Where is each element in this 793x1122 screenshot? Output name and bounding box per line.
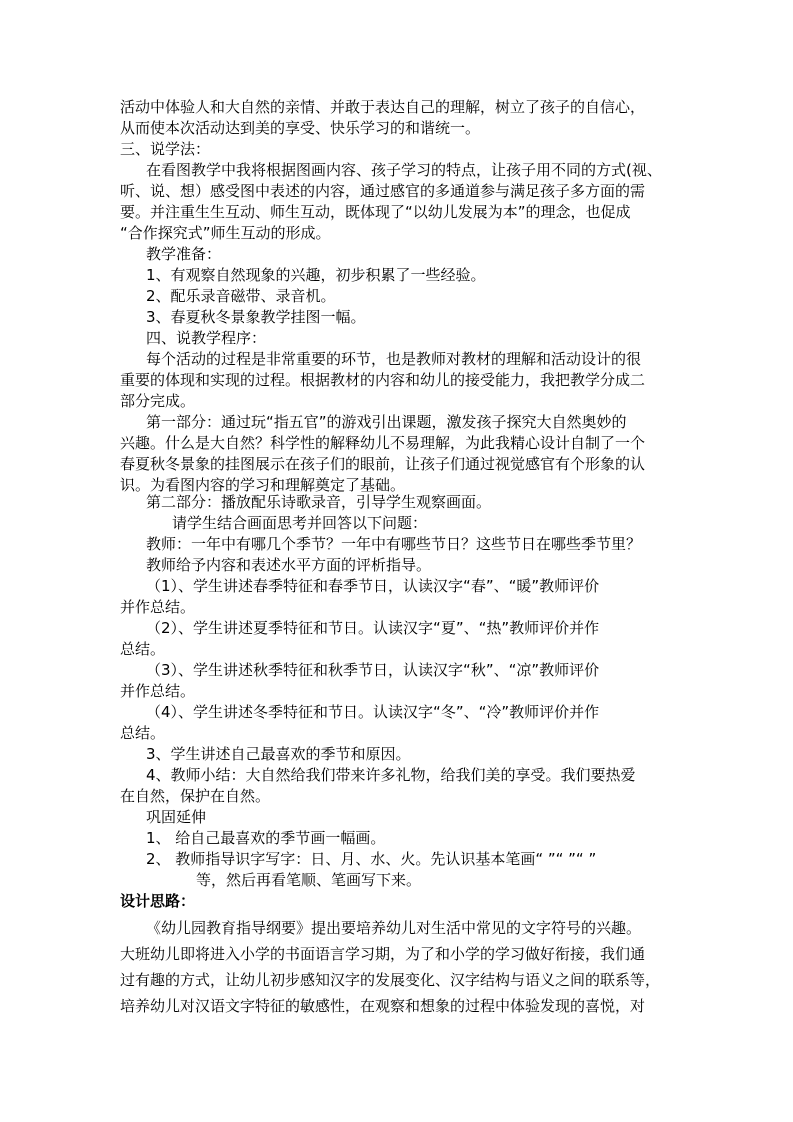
text-line: 部分完成。 <box>120 392 196 410</box>
list-item: 3、学生讲述自己最喜欢的季节和原因。 <box>146 745 411 763</box>
design-heading: 设计思路： <box>120 892 196 910</box>
text-line: 识。为看图内容的学习和理解奠定了基础。 <box>120 476 406 494</box>
list-item: 3、春夏秋冬景象教学挂图一幅。 <box>146 308 366 326</box>
text-line: 大班幼儿即将进入小学的书面语言学习期，为了和小学的学习做好衔接，我们通 <box>120 945 646 963</box>
list-item: （1）、学生讲述春季特征和春季节日，认读汉字“春”、“暖”教师评价 <box>146 577 600 595</box>
text-line: 春夏秋冬景象的挂图展示在孩子们的眼前，让孩子们通过视觉感官有个形象的认 <box>120 455 646 473</box>
list-item: （2）、学生讲述夏季特征和节日。认读汉字“夏”、“热”教师评价并作 <box>146 619 600 637</box>
text-line: 过有趣的方式，让幼儿初步感知汉字的发展变化、汉字结构与语义之间的联系等， <box>120 971 661 989</box>
text-line: 重要的体现和实现的过程。根据教材的内容和幼儿的接受能力，我把教学分成二 <box>120 371 646 389</box>
text-line: 听、说、想）感受图中表述的内容，通过感官的多通道参与满足孩子多方面的需 <box>120 182 646 200</box>
subheading: 巩固延伸 <box>146 808 207 826</box>
text-line: 并作总结。 <box>120 598 196 616</box>
subheading: 教学准备： <box>146 245 222 263</box>
text-line: 兴趣。什么是大自然？科学性的解释幼儿不易理解，为此我精心设计自制了一个 <box>120 434 646 452</box>
text-line: 从而使本次活动达到美的享受、快乐学习的和谐统一。 <box>120 119 481 137</box>
text-line: 并作总结。 <box>120 682 196 700</box>
section-heading: 四、说教学程序： <box>146 329 267 347</box>
text-line: 第二部分：播放配乐诗歌录音，引导学生观察画面。 <box>146 493 492 511</box>
list-item: 4、教师小结：大自然给我们带来许多礼物，给我们美的享受。我们要热爱 <box>146 766 636 784</box>
text-line: 总结。 <box>120 724 166 742</box>
section-heading: 三、说学法： <box>120 140 211 158</box>
list-item: 1、有观察自然现象的兴趣，初步积累了一些经验。 <box>146 266 486 284</box>
text-line: 等，然后再看笔顺、笔画写下来。 <box>196 871 422 889</box>
list-item: （3）、学生讲述秋季特征和秋季节日，认读汉字“秋”、“凉”教师评价 <box>146 661 600 679</box>
text-line: 在看图教学中我将根据图画内容、孩子学习的特点，让孩子用不同的方式(视、 <box>146 161 662 179</box>
text-line: 培养幼儿对汉语文字特征的敏感性，在观察和想象的过程中体验发现的喜悦，对 <box>120 997 646 1015</box>
text-line: 总结。 <box>120 640 166 658</box>
text-line: “合作探究式”师生互动的形成。 <box>120 224 331 242</box>
text-line: 第一部分：通过玩“指五官”的游戏引出课题，激发孩子探究大自然奥妙的 <box>146 413 627 431</box>
text-line: 在自然，保护在自然。 <box>120 787 271 805</box>
text-line: 每个活动的过程是非常重要的环节，也是教师对教材的理解和活动设计的很 <box>146 350 642 368</box>
list-item: 1、 给自己最喜欢的季节画一幅画。 <box>146 829 386 847</box>
text-line: 教师：一年中有哪几个季节？一年中有哪些节日？这些节日在哪些季节里？ <box>146 535 642 553</box>
list-item: 2、 教师指导识字写字：日、月、水、火。先认识基本笔画“ ”“ ”“ ” <box>146 850 597 868</box>
text-line: 教师给予内容和表述水平方面的评析指导。 <box>146 556 432 574</box>
text-line: 活动中体验人和大自然的亲情、并敢于表达自己的理解，树立了孩子的自信心， <box>120 98 646 116</box>
list-item: （4）、学生讲述冬季特征和节日。认读汉字“冬”、“冷”教师评价并作 <box>146 703 600 721</box>
text-line: 请学生结合画面思考并回答以下问题： <box>172 514 428 532</box>
list-item: 2、配乐录音磁带、录音机。 <box>146 287 336 305</box>
text-line: 《幼儿园教育指导纲要》提出要培养幼儿对生活中常见的文字符号的兴趣。 <box>146 919 642 937</box>
text-line: 要。并注重生生互动、师生互动，既体现了“以幼儿发展为本”的理念，也促成 <box>120 203 631 221</box>
